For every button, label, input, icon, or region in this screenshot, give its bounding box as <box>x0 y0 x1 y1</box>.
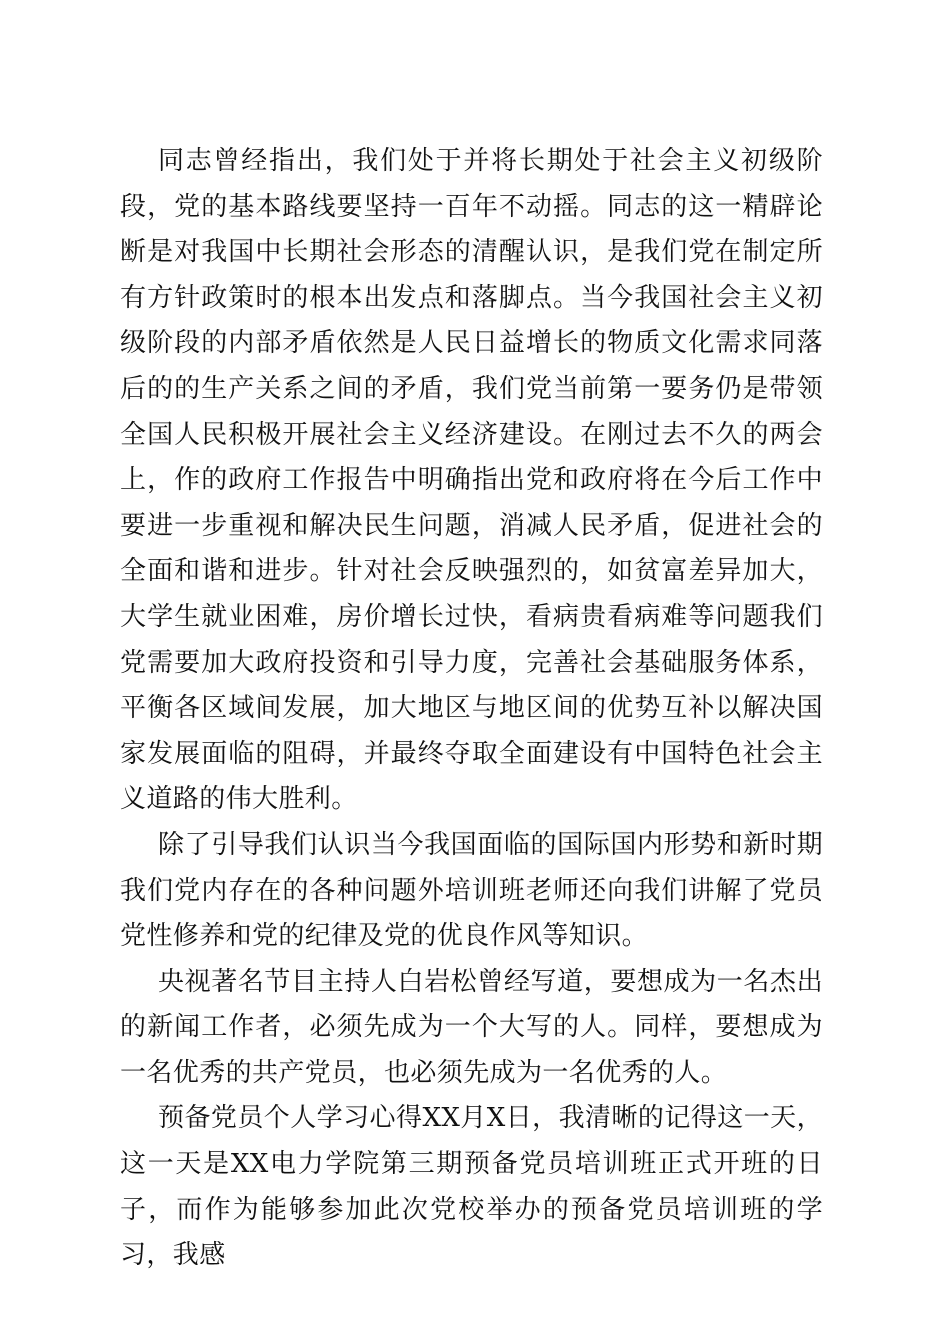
paragraph-3: 央视著名节目主持人白岩松曾经写道，要想成为一名杰出的新闻工作者，必须先成为一个大写的人。同样，要想成为一名优秀的共产党员，也必须先成为一名优秀的人。 <box>120 966 823 1088</box>
paragraph-4: 预备党员个人学习心得XX月X日，我清晰的记得这一天，这一天是XX电力学院第三期预备党员培训班正式开班的日子，而作为能够参加此次党校举办的预备党员培训班的学习，我感 <box>120 1103 823 1271</box>
paragraph-1: 同志曾经指出，我们处于并将长期处于社会主义初级阶段，党的基本路线要坚持一百年不动摇。同志的这一精辟论断是对我国中长期社会形态的清醒认识，是我们党在制定所有方针政策时的根本出发点和落脚点。当今我国社会主义初级阶段的内部矛盾依然是人民日益增长的物质文化需求同落后的的生产关系之间的矛盾，我们党当前第一要务仍是带领全国人民积极开展社会主义经济建设。在刚过去不久的两会上，作的政府工作报告中明确指出党和政府将在今后工作中要进一步重视和解决民生问题，消减人民矛盾，促进社会的全面和谐和进步。针对社会反映强烈的，如贫富差异加大，大学生就业困难，房价增长过快，看病贵看病难等问题我们党需要加大政府投资和引导力度，完善社会基础服务体系，平衡各区域间发展，加大地区与地区间的优势互补以解决国家发展面临的阻碍，并最终夺取全面建设有中国特色社会主义道路的伟大胜利。 <box>120 146 823 815</box>
document-body <box>120 139 823 1279</box>
paragraph-2: 除了引导我们认识当今我国面临的国际国内形势和新时期我们党内存在的各种问题外培训班老师还向我们讲解了党员党性修养和党的纪律及党的优良作风等知识。 <box>120 829 823 952</box>
